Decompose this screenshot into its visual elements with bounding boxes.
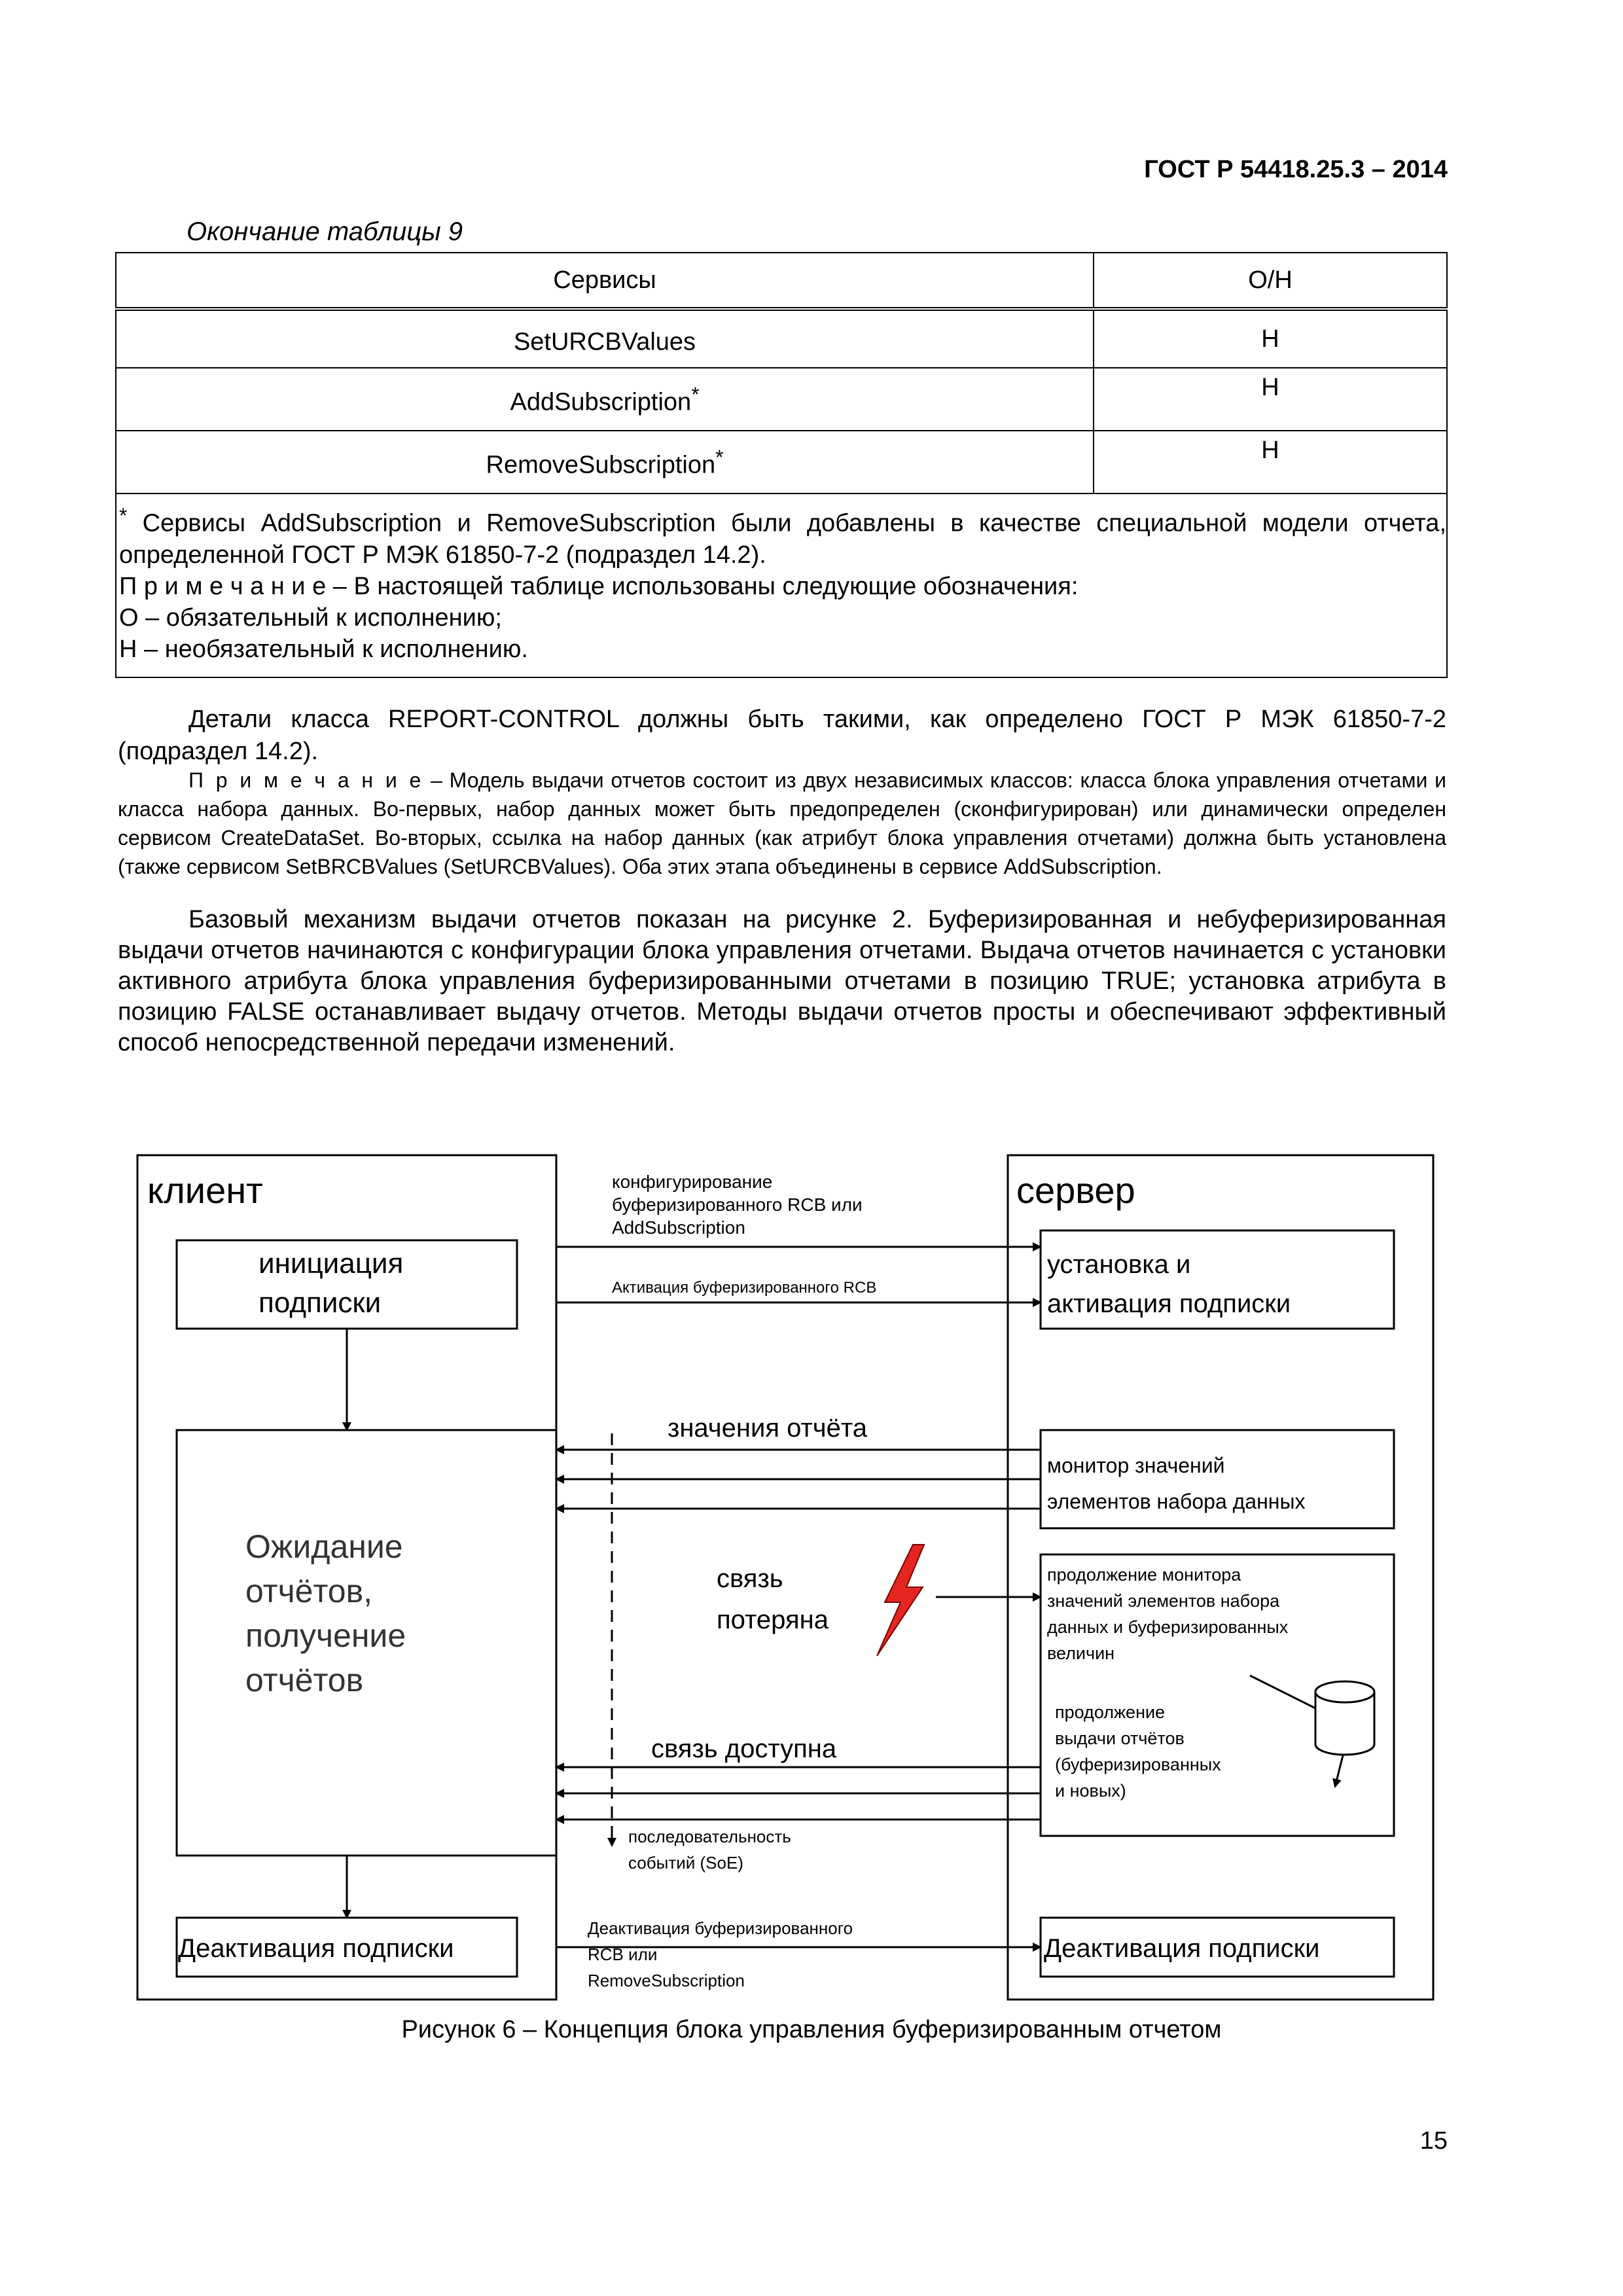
msg-deact-label: RemoveSubscription <box>588 1971 745 1990</box>
server-title: сервер <box>1016 1170 1135 1211</box>
server-continue2-label: продолжение <box>1055 1702 1166 1722</box>
client-deact-label: Деактивация подписки <box>178 1934 454 1963</box>
table-footnote: * Сервисы AddSubscription и RemoveSubscription были добавлены в качестве специальной модели отчета, определенной ГОСТ Р МЭК 61850-7-2 (подраздел 14.2). П р и м е ч а н и е – В настоящей таблице использованы следующие обозначения: О – обязательный к исполнению; Н – необязательный к исполнению. <box>116 493 1447 677</box>
server-deact-label: Деактивация подписки <box>1044 1934 1320 1963</box>
msg-config-label: конфигурирование <box>612 1172 773 1192</box>
service-name: RemoveSubscription* <box>116 431 1094 493</box>
page-number: 15 <box>1419 2127 1448 2155</box>
msg-deact-label: Деактивация буферизированного <box>588 1918 853 1938</box>
legend-item: О – обязательный к исполнению; <box>119 603 502 632</box>
msg-values-label: значения отчёта <box>668 1414 867 1443</box>
server-continue-label: продолжение монитора <box>1047 1565 1241 1585</box>
table-note: П р и м е ч а н и е – В настоящей таблице использованы следующие обозначения: <box>119 572 1079 600</box>
paragraph: Базовый механизм выдачи отчетов показан на рисунке 2. Буферизированная и небуферизированная выдачи отчетов начинаются с конфигурации блока управления отчетами. Выдача отчетов начинается с установки активного атрибута блока управления буферизированными отчетами в позицию TRUE; установка атрибута в позицию FALSE останавливает выдачу отчетов. Методы выдачи отчетов просты и обеспечивают эффективный способ непосредственной передачи изменений. <box>118 906 1446 1056</box>
client-wait-label: отчётов <box>245 1662 364 1698</box>
service-value: Н <box>1094 309 1447 368</box>
msg-config-label: AddSubscription <box>612 1217 745 1238</box>
msg-deact-label: RCB или <box>588 1945 658 1964</box>
database-icon <box>1315 1681 1374 1755</box>
server-continue-label: данных и буферизированных <box>1047 1617 1289 1637</box>
service-name: SetURCBValues <box>116 309 1094 368</box>
service-name: AddSubscription* <box>116 368 1094 431</box>
figure-caption: Рисунок 6 – Концепция блока управления буферизированным отчетом <box>401 2016 1222 2043</box>
col-services-header: Сервисы <box>116 253 1094 309</box>
lightning-icon <box>877 1545 924 1656</box>
client-wait-label: отчётов, <box>245 1573 373 1609</box>
server-monitor-box <box>1041 1430 1394 1528</box>
client-wait-label: Ожидание <box>245 1528 403 1565</box>
table-caption: Окончание таблицы 9 <box>187 217 463 246</box>
server-continue-label: значений элементов набора <box>1047 1591 1280 1611</box>
legend-item: Н – необязательный к исполнению. <box>119 635 528 663</box>
server-continue-label: величин <box>1047 1643 1115 1663</box>
body-note: П р и м е ч а н и е – Модель выдачи отчетов состоит из двух независимых классов: класса блока управления отчетами и класса набора данных. Во-первых, набор данных может быть предопределен (сконфигурирован) или динамически определен сервисом CreateDataSet. Во-вторых, ссылка на набор данных (как атрибут блока управления отчетами) должна быть установлена (также сервисом SetBRCBValues (SetURCBValues). Оба этих этапа объединены в сервисе AddSubscription. <box>118 768 1446 878</box>
server-setup-label: установка и <box>1047 1250 1191 1279</box>
service-value: Н <box>1094 368 1447 431</box>
server-monitor-label: элементов набора данных <box>1047 1490 1306 1513</box>
msg-soe-label: последовательность <box>628 1827 791 1846</box>
paragraph: Детали класса REPORT-CONTROL должны быть такими, как определено ГОСТ Р МЭК 61850-7-2 (подраздел 14.2). <box>118 706 1446 765</box>
msg-config-label: буферизированного RCB или <box>612 1194 863 1215</box>
msg-activate-label: Активация буферизированного RCB <box>612 1279 877 1297</box>
client-init-label: подписки <box>259 1287 382 1319</box>
msg-lost-label: связь <box>717 1564 783 1593</box>
server-continue2-label: и новых) <box>1055 1781 1126 1801</box>
col-on-header: О/Н <box>1094 253 1447 309</box>
client-init-label: инициация <box>259 1247 404 1280</box>
server-setup-label: активация подписки <box>1047 1289 1291 1318</box>
msg-soe-label: событий (SoE) <box>628 1853 743 1873</box>
service-value: Н <box>1094 431 1447 493</box>
msg-lost-label: потеряна <box>717 1605 829 1634</box>
server-continue2-label: выдачи отчётов <box>1055 1729 1185 1748</box>
server-continue2-label: (буферизированных <box>1055 1755 1221 1774</box>
msg-available-label: связь доступна <box>651 1734 837 1763</box>
document-code: ГОСТ Р 54418.25.3 – 2014 <box>1144 156 1448 183</box>
server-monitor-label: монитор значений <box>1047 1454 1225 1477</box>
client-wait-label: получение <box>245 1617 406 1654</box>
client-title: клиент <box>147 1170 263 1211</box>
